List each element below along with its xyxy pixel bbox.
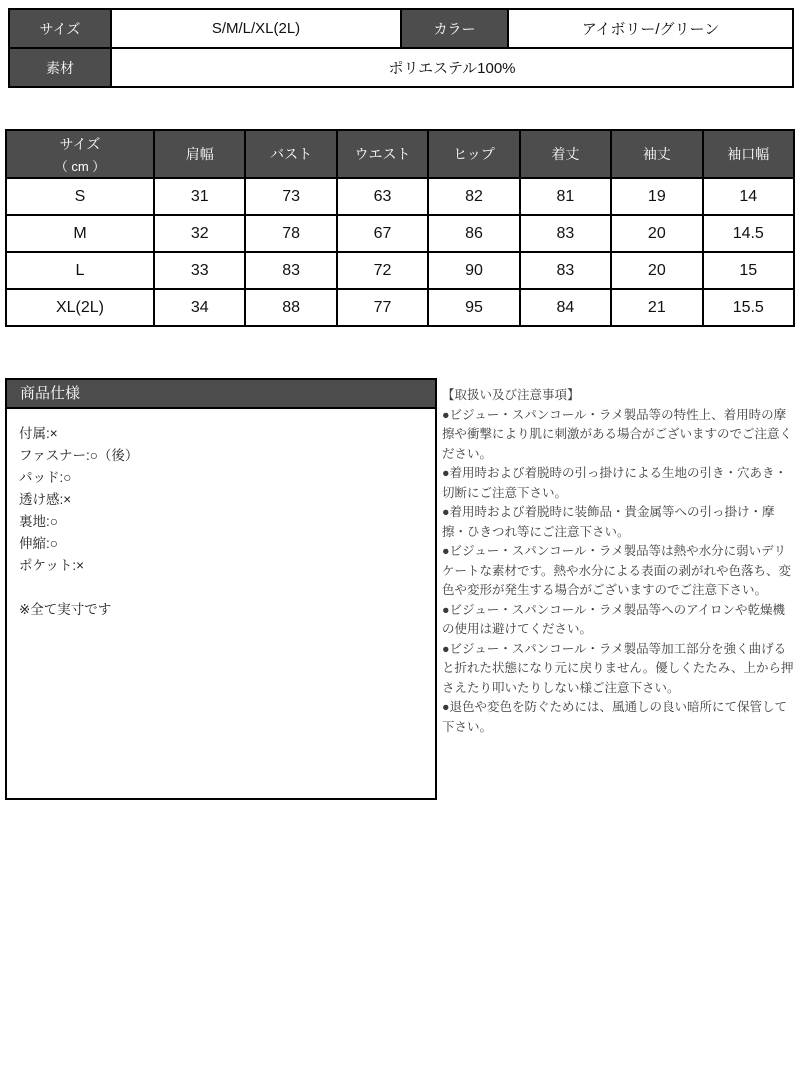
- col-header-cuff: 袖口幅: [703, 130, 794, 178]
- spec-box-title: 商品仕様: [7, 380, 435, 409]
- col-header-shoulder: 肩幅: [154, 130, 245, 178]
- info-row-material: [9, 48, 793, 87]
- row-size-cell: S: [6, 178, 154, 215]
- cell: 78: [245, 215, 336, 252]
- cell: 73: [245, 178, 336, 215]
- care-note-item: ●着用時および着脱時に装飾品・貴金属等への引っ掛け・摩擦・ひきつれ等にご注意下さい。: [442, 505, 775, 539]
- care-note-item: ●退色や変色を防ぐためには、風通しの良い暗所にて保管して下さい。: [442, 700, 788, 734]
- spec-item-sheerness: 透け感:×: [19, 492, 72, 507]
- care-note-item: ●ビジュー・スパンコール・ラメ製品等へのアイロンや乾燥機の使用は避けてください。: [442, 602, 786, 636]
- material-value-cell: ポリエステル100%: [111, 48, 793, 87]
- cell: 83: [520, 252, 611, 289]
- col-header-length: 着丈: [520, 130, 611, 178]
- product-spec-box: [5, 378, 437, 800]
- cell: 32: [154, 215, 245, 252]
- info-row-size-color: [9, 9, 793, 48]
- cell: 90: [428, 252, 519, 289]
- cell: 81: [520, 178, 611, 215]
- cell: 21: [611, 289, 702, 326]
- cell: 20: [611, 252, 702, 289]
- color-label-cell: カラー: [401, 9, 508, 48]
- cell: 88: [245, 289, 336, 326]
- cell: 86: [428, 215, 519, 252]
- col-header-hip: ヒップ: [428, 130, 519, 178]
- spec-measurement-note: ※全て実寸です: [19, 602, 112, 617]
- table-row: [6, 289, 794, 326]
- table-row: [6, 178, 794, 215]
- row-size-cell: L: [6, 252, 154, 289]
- product-info-table: [8, 8, 794, 88]
- table-row: [6, 215, 794, 252]
- care-note-item: ●ビジュー・スパンコール・ラメ製品等加工部分を強く曲げると折れた状態になり元に戻りません。優しくたたみ、上から押さえたり叩いたりしない様ご注意下さい。: [442, 641, 794, 695]
- cell: 95: [428, 289, 519, 326]
- care-note-item: ●ビジュー・スパンコール・ラメ製品等は熱や水分に弱いデリケートな素材です。熱や水分による表面の剥がれや色落ち、変色や変形が発生する場合がございますのでご注意下さい。: [442, 544, 792, 597]
- cell: 20: [611, 215, 702, 252]
- table-row: [6, 252, 794, 289]
- size-cm-header-cell: [6, 130, 154, 178]
- cell: 31: [154, 178, 245, 215]
- cell: 14.5: [703, 215, 794, 252]
- cell: 83: [245, 252, 336, 289]
- size-header-unit: （ cm ）: [54, 158, 106, 174]
- cell: 15: [703, 252, 794, 289]
- col-header-bust: バスト: [245, 130, 336, 178]
- size-measurement-table: [5, 129, 795, 327]
- cell: 82: [428, 178, 519, 215]
- row-size-cell: M: [6, 215, 154, 252]
- cell: 63: [337, 178, 428, 215]
- care-note-item: ●着用時および着脱時の引っ掛けによる生地の引き・穴あき・切断にご注意下さい。: [442, 466, 788, 500]
- spec-item-stretch: 伸縮:○: [19, 536, 58, 551]
- col-header-sleeve: 袖丈: [611, 130, 702, 178]
- cell: 19: [611, 178, 702, 215]
- spec-box-body: [7, 409, 435, 635]
- size-table-header-row: [6, 130, 794, 178]
- cell: 72: [337, 252, 428, 289]
- spec-item-lining: 裏地:○: [19, 514, 58, 529]
- cell: 14: [703, 178, 794, 215]
- spec-item-pad: パッド:○: [19, 470, 72, 485]
- spec-item-pocket: ポケット:×: [19, 558, 84, 573]
- cell: 84: [520, 289, 611, 326]
- cell: 15.5: [703, 289, 794, 326]
- care-note-item: ●ビジュー・スパンコール・ラメ製品等の特性上、着用時の摩擦や衝撃により肌に刺激がある場合がございますのでご注意ください。: [442, 407, 793, 461]
- cell: 33: [154, 252, 245, 289]
- cell: 67: [337, 215, 428, 252]
- cell: 77: [337, 289, 428, 326]
- row-size-cell: XL(2L): [6, 289, 154, 326]
- care-notes-title: 【取扱い及び注意事項】: [442, 388, 580, 402]
- col-header-waist: ウエスト: [337, 130, 428, 178]
- care-notes: [442, 386, 797, 737]
- cell: 83: [520, 215, 611, 252]
- color-value-cell: アイボリー/グリーン: [508, 9, 793, 48]
- size-value-cell: S/M/L/XL(2L): [111, 9, 401, 48]
- size-header-label: サイズ: [59, 135, 101, 152]
- spec-item-accessory: 付属:×: [19, 426, 58, 441]
- size-label-cell: サイズ: [9, 9, 111, 48]
- cell: 34: [154, 289, 245, 326]
- material-label-cell: 素材: [9, 48, 111, 87]
- spec-item-fastener: ファスナー:○（後）: [19, 448, 139, 463]
